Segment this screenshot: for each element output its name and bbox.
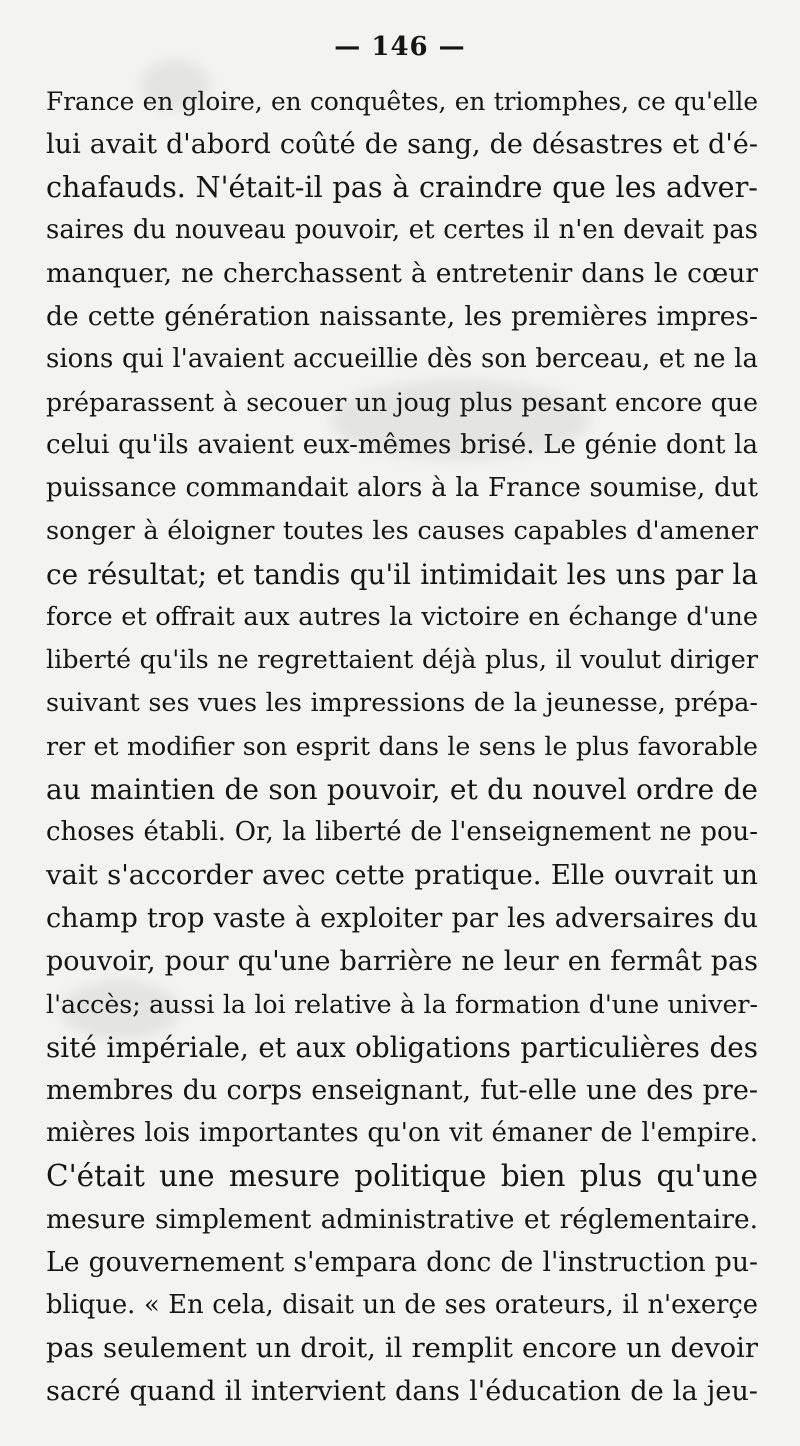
text-line: membres du corps enseignant, fut-elle une des pre- [46,1075,758,1106]
text-line: sacré quand il intervient dans l'éducation de la jeu- [46,1376,758,1407]
text-line: France en gloire, en conquêtes, en triomphes, ce qu'elle [46,87,758,116]
text-line: manquer, ne cherchassent à entretenir dans le cœur [46,258,758,289]
text-line: sité impériale, et aux obligations particulières des [46,1031,758,1064]
text-line: l'accès; aussi la loi relative à la formation d'une univer- [46,990,758,1019]
text-line: puissance commandait alors à la France soumise, dut [46,473,758,503]
text-line: sions qui l'avaient accueillie dès son berceau, et ne la [46,344,758,374]
text-line: pouvoir, pour qu'une barrière ne leur en fermât pas [46,946,758,977]
body-text [46,80,758,1413]
text-line: force et offrait aux autres la victoire en échange d'une [46,602,758,632]
text-line: chafauds. N'était-il pas à craindre que les adver- [46,170,758,204]
text-line: songer à éloigner toutes les causes capables d'amener [46,516,758,546]
text-line: au maintien de son pouvoir, et du nouvel ordre de [46,773,758,806]
text-line: C'était une mesure politique bien plus qu'une [46,1159,758,1193]
text-line: rer et modifier son esprit dans le sens le plus favorable [46,732,758,761]
text-line: mières lois importantes qu'on vit émaner de l'empire. [46,1118,758,1148]
text-line: choses établi. Or, la liberté de l'enseignement ne pou- [46,817,758,847]
text-line: ce résultat; et tandis qu'il intimidait les uns par la [46,558,758,591]
text-line: champ trop vaste à exploiter par les adversaires du [46,903,758,934]
text-line: saires du nouveau pouvoir, et certes il n'en devait pas [46,215,758,245]
text-line: lui avait d'abord coûté de sang, de désastres et d'é- [46,129,758,160]
text-line: de cette génération naissante, les premières impres- [46,301,758,332]
text-line: suivant ses vues les impressions de la jeunesse, prépa- [46,688,758,718]
page-number: — 146 — [334,32,466,62]
text-line: préparassent à secouer un joug plus pesant encore que [46,388,758,417]
text-line: Le gouvernement s'empara donc de l'instruction pu- [46,1247,758,1278]
text-line: celui qu'ils avaient eux-mêmes brisé. Le génie dont la [46,430,758,460]
text-line: mesure simplement administrative et réglementaire. [46,1204,758,1235]
text-line: liberté qu'ils ne regrettaient déjà plus, il voulut diriger [46,645,758,675]
text-line: vait s'accorder avec cette pratique. Elle ouvrait un [46,859,758,891]
text-line: blique. « En cela, disait un de ses orateurs, il n'exerçe [46,1290,758,1320]
text-line: pas seulement un droit, il remplit encore un devoir [46,1333,758,1364]
